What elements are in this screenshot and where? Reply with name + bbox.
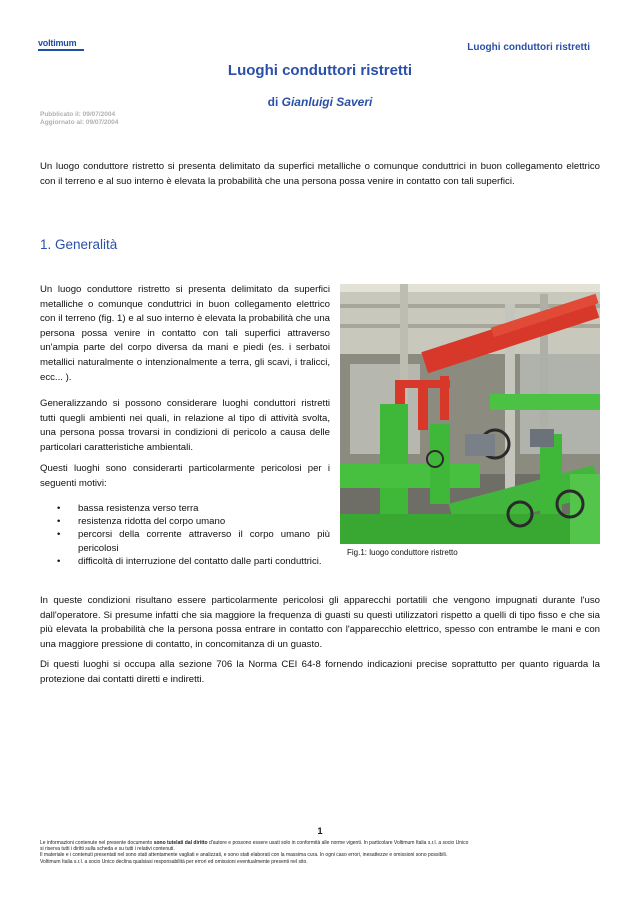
figure-caption: Fig.1: luogo conduttore ristretto xyxy=(347,548,458,557)
footer-text: Le informazioni contenute nel presente documento xyxy=(40,840,154,846)
bullet-icon: • xyxy=(57,503,61,514)
list-item-text: resistenza ridotta del corpo umano xyxy=(78,516,226,528)
running-header-title: Luoghi conduttori ristretti xyxy=(467,42,590,53)
paragraph-1: Un luogo conduttore ristretto si presenta delimitato da superfici metalliche o comunque conduttrici in buon collegamento elettrico con il terreno (fig. 1) e al suo interno è elevata la probabilità che una persona possa venire in contatto con tali superfici attraverso un'ampia parte del corpo diversa da mani e piedi (es. i serbatoi metallici naturalmente o intenzionalmente a terra, gli scavi, i tralicci, ecc... ). xyxy=(40,284,330,383)
updated-date: Aggiornato al: 09/07/2004 xyxy=(40,119,119,126)
paragraph-4: In queste condizioni risultano essere particolarmente pericolosi gli apparecchi portatili che vengono impugnati durante l'uso dall'operatore. Si presume infatti che sia maggiore la frequenza di guasti su questi utilizzatori rispetto a quelli di tipo fisso e che sia più elevata la probabilità che la persona possa entrare in contatto con l'apparecchio elettrico, spesso con entrambe le mani e con una maggiore pressione di contatto, in concomitanza di un guasto. xyxy=(40,595,600,650)
document-title: Luoghi conduttori ristretti xyxy=(227,62,413,79)
pipes-illustration xyxy=(340,284,600,544)
logo-underline xyxy=(38,49,84,51)
section-heading: 1. Generalità xyxy=(40,237,118,252)
list-item xyxy=(40,555,330,568)
intro-paragraph: Un luogo conduttore ristretto si presenta delimitato da superfici metalliche o comunque conduttrici in buon collegamento elettrico con il terreno e al suo interno è elevata la probabilità che una persona possa venire in contatto con tali superfici. xyxy=(40,161,600,187)
footer-line-3: Il materiale e i contenuti presentati nel sono stati attentamente vagliati e analizzati, e sono stati elaborati con la massima cura. In ogni caso errori, inesattezze e omissioni sono possibili. xyxy=(40,852,448,859)
bullet-icon: • xyxy=(57,529,61,541)
list-item xyxy=(40,502,330,515)
figure-photo-industrial-pipes xyxy=(340,284,600,544)
list-item xyxy=(40,515,330,528)
publication-meta xyxy=(40,111,118,127)
paragraph-3: Questi luoghi sono considerarti particolarmente pericolosi per i seguenti motivi: xyxy=(40,463,330,489)
bullet-icon: • xyxy=(57,555,61,567)
footer-text: d'autore e possono essere usati solo in conformità alle norme vigenti. In particolare Voltimum Italia s.r.l. a socio Unico xyxy=(207,840,469,846)
author-name: Gianluigi Saveri xyxy=(281,95,373,109)
page-number: 1 xyxy=(317,826,323,836)
author-prefix: di xyxy=(267,95,282,109)
reasons-list xyxy=(40,502,330,568)
paragraph-5: Di questi luoghi si occupa alla sezione 706 la Norma CEI 64-8 fornendo indicazioni precise soprattutto per quanto riguarda la protezione dai contatti diretti e indiretti. xyxy=(40,659,600,685)
voltimum-logo[interactable] xyxy=(38,38,76,48)
legal-footer xyxy=(40,840,600,865)
list-item-text: bassa resistenza verso terra xyxy=(78,503,199,514)
footer-line-2: si riserva tutti i diritti sulla scheda e su tutti i relativi contenuti. xyxy=(40,846,175,853)
footer-bold-text: sono tutelati dal diritto xyxy=(153,840,208,846)
bullet-icon: • xyxy=(57,516,61,528)
footer-line-4: Voltimum Italia s.r.l. a socio Unico declina qualsiasi responsabilità per errori ed omissioni eventualmente presenti nel sito. xyxy=(40,858,308,865)
author-line xyxy=(0,95,640,109)
logo-text: voltimum xyxy=(38,38,77,48)
list-item-text: difficoltà di interruzione del contatto dalle parti conduttrici. xyxy=(78,555,322,567)
list-item-text: percorsi della corrente attraverso il corpo umano più pericolosi xyxy=(78,529,330,554)
paragraph-2: Generalizzando si possono considerare luoghi conduttori ristretti tutti quegli ambienti nei quali, in relazione al tipo di attività svolta, una persona possa trovarsi in condizioni di pericolo a causa delle particolari caratteristiche ambientali. xyxy=(40,398,330,453)
published-date: Pubblicato il: 09/07/2004 xyxy=(40,111,116,118)
list-item xyxy=(40,528,330,554)
